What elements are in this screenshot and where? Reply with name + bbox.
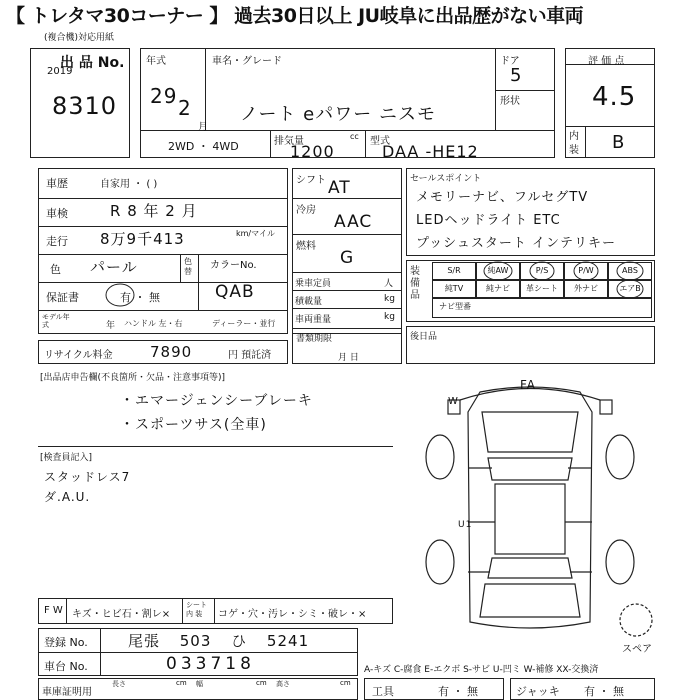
door-label: ドア xyxy=(500,56,520,67)
listing-number: 8310 xyxy=(52,92,118,120)
recycle-value: 7890 xyxy=(150,343,193,361)
tools-label: 工具 xyxy=(372,685,394,698)
equip-cell: 革シート xyxy=(520,280,564,298)
model-value: DAA -HE12 xyxy=(382,142,479,161)
warranty-label: 保証書 xyxy=(46,291,79,304)
mileage-unit: km/マイル xyxy=(236,229,275,238)
later-items-box xyxy=(406,326,655,364)
jack-value: 有 ・ 無 xyxy=(584,685,624,698)
load-unit: kg xyxy=(384,294,395,304)
fuel-value: G xyxy=(340,248,355,268)
tools-value: 有 ・ 無 xyxy=(438,685,478,698)
color-label: 色 xyxy=(50,263,61,276)
displacement-label: 排気量 xyxy=(274,136,304,147)
colorno-value: QAB xyxy=(215,282,255,302)
cm-label: cm xyxy=(176,679,187,687)
inspection-value: R 8 年 2 月 xyxy=(110,202,198,220)
registration-label: 登録 No. xyxy=(44,636,88,649)
year-label: 年式 xyxy=(146,56,166,67)
legend-seat-text: コゲ・穴・汚レ・シミ・破レ・× xyxy=(218,609,367,620)
mileage-label: 走行 xyxy=(46,235,68,248)
recycle-unit: 円 預託済 xyxy=(228,350,272,361)
history-label: 車歴 xyxy=(46,177,68,190)
score-value: 4.5 xyxy=(592,82,637,112)
ac-label: 冷房 xyxy=(296,205,316,216)
width-label: 幅 xyxy=(196,680,203,688)
equip-cell: S/R xyxy=(432,262,476,280)
legend-codes: A-キズ C-腐食 E-エクボ S-サビ U-凹ミ W-補修 XX-交換済 xyxy=(364,665,599,675)
page-banner: 【 トレタマ30コーナー 】 過去30日以上 JU岐阜に出品歴がない車両 xyxy=(6,5,584,27)
fuel-label: 燃料 xyxy=(296,241,316,252)
shape-label: 形状 xyxy=(500,96,520,107)
displacement-unit: cc xyxy=(350,132,359,141)
month-unit: 月 xyxy=(198,122,208,133)
equip-cell: P/S xyxy=(520,262,564,280)
sales-point-line: プッシュスタート インテリキー xyxy=(416,236,616,251)
seller-report-label: [出品店申告欄(不良箇所・欠品・注意事項等)] xyxy=(40,373,226,383)
shift-label: シフト xyxy=(296,175,326,186)
model-label: 型式 xyxy=(370,136,390,147)
load-label: 積載量 xyxy=(295,297,323,307)
diagram-mark-top: FA xyxy=(520,378,537,392)
legend-fw: F W xyxy=(44,605,63,616)
legend-seat: シート内 装 xyxy=(186,601,207,618)
year-value: 29 xyxy=(150,84,178,108)
equipment-label: 装備品 xyxy=(410,266,420,301)
listing-label: 出 品 No. xyxy=(60,55,125,71)
later-items-label: 後日品 xyxy=(410,332,438,342)
cm-label: cm xyxy=(256,679,267,687)
displacement-value: 1200 xyxy=(290,142,335,161)
model-year-unit: 年 xyxy=(106,321,116,331)
weight-label: 車両重量 xyxy=(295,315,332,325)
inspector-line: ダ.A.U. xyxy=(44,490,91,504)
car-name-value: ノート eパワー ニスモ xyxy=(240,104,436,125)
sub-note: (複合機)対応用紙 xyxy=(44,33,115,43)
interior-label: 内装 xyxy=(569,131,579,156)
equip-cell: 純AW xyxy=(476,262,520,280)
diagram-mark-body: U1 xyxy=(458,520,473,530)
registration-value: 尾張 503 ひ 5241 xyxy=(128,632,310,650)
inspector-line: スタッドレス7 xyxy=(44,470,131,484)
navi-model-cell: ナビ型番 xyxy=(432,298,652,318)
color-value: パール xyxy=(90,258,138,276)
door-value: 5 xyxy=(510,65,523,86)
car-damage-diagram xyxy=(400,372,660,652)
capacity-unit: 人 xyxy=(384,279,394,289)
chassis-label: 車台 No. xyxy=(44,660,88,673)
chassis-value: 033718 xyxy=(166,654,255,674)
garage-cert-label: 車庫証明用 xyxy=(42,687,92,698)
equip-cell: P/W xyxy=(564,262,608,280)
sales-points-label: セールスポイント xyxy=(410,174,482,184)
weight-unit: kg xyxy=(384,312,395,322)
capacity-label: 乗車定員 xyxy=(295,279,332,289)
listing-year-tag: 2019 xyxy=(47,66,73,77)
storage-label: 書類期限 xyxy=(296,334,333,344)
sales-point-line: LEDヘッドライト ETC xyxy=(416,213,561,228)
color-change-label: 色替 xyxy=(184,257,192,276)
equip-cell: 外ナビ xyxy=(564,280,608,298)
mileage-value: 8万9千413 xyxy=(100,230,185,248)
dealer-label: ディーラー・並行 xyxy=(212,319,276,328)
sales-point-line: メモリーナビ、フルセグTV xyxy=(416,190,589,205)
height-label: 高さ xyxy=(276,680,290,688)
score-label: 評 価 点 xyxy=(588,56,625,67)
drive-label: 2WD ・ 4WD xyxy=(168,140,239,153)
history-value: 自家用 ・ ( ) xyxy=(100,179,158,190)
cm-label: cm xyxy=(340,679,351,687)
interior-value: B xyxy=(612,132,626,153)
inspection-label: 車検 xyxy=(46,207,68,220)
inspector-label: [検査員記入] xyxy=(40,453,93,463)
diagram-mark-left: W xyxy=(448,396,459,407)
jack-label: ジャッキ xyxy=(516,685,560,698)
equip-cell: 純TV xyxy=(432,280,476,298)
name-label: 車名・グレード xyxy=(212,56,282,67)
handle-label: ハンドル 左・右 xyxy=(124,319,183,328)
equip-cell: エアB xyxy=(608,280,652,298)
model-year-label: モデル年式 xyxy=(42,313,70,329)
recycle-label: リサイクル料金 xyxy=(44,350,113,361)
colorno-label: カラーNo. xyxy=(210,260,257,271)
seller-report-line: ・スポーツサス(全車) xyxy=(120,417,267,433)
seller-report-line: ・エマージェンシーブレーキ xyxy=(120,393,313,409)
month-value: 2 xyxy=(178,96,192,120)
equip-cell: ABS xyxy=(608,262,652,280)
spare-label: スペア xyxy=(622,644,652,655)
storage-unit: 月 日 xyxy=(338,353,359,363)
equip-cell: 純ナビ xyxy=(476,280,520,298)
ac-value: AAC xyxy=(334,212,373,232)
warranty-value: 有 ・ 無 xyxy=(120,291,160,304)
length-label: 長さ xyxy=(112,680,126,688)
shift-value: AT xyxy=(328,178,351,198)
legend-fw-text: キズ・ヒビ石・割レ× xyxy=(72,609,171,620)
